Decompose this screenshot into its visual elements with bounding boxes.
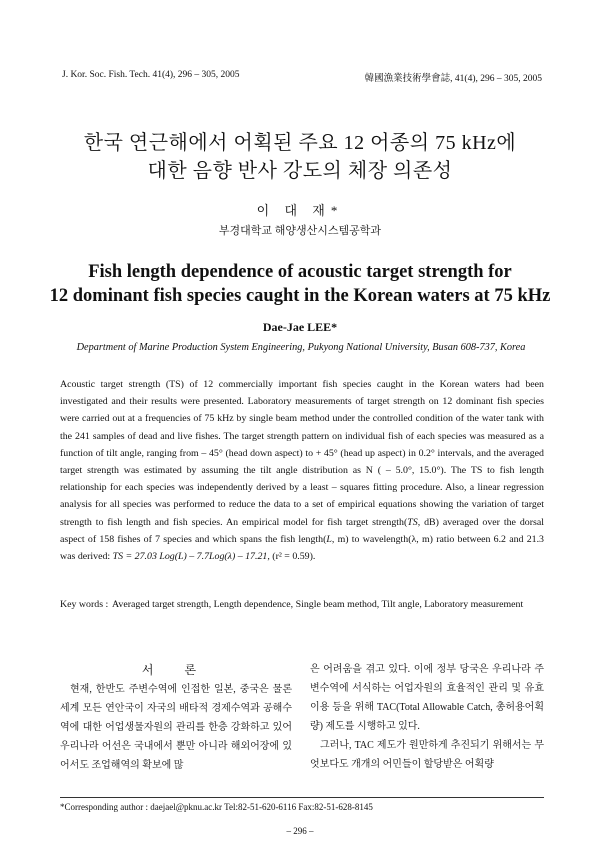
abstract-text-4: , (r² = 0.59). [267, 551, 316, 563]
body-paragraph: 그러나, TAC 제도가 원만하게 추진되기 위해서는 무엇보다도 개개의 어민들이 할당받은 어획량 [310, 740, 544, 770]
keywords-text: Averaged target strength, Length dependence, Single beam method, Tilt angle, Laboratory measurement [112, 599, 524, 610]
body-column-left [60, 660, 292, 775]
section-heading: 서 론 [141, 663, 211, 677]
body-paragraph: 은 어려움을 겪고 있다. 이에 정부 당국은 우리나라 주변수역에 서식하는 어업자원의 효율적인 관리 및 유효이용 등을 위해 TAC(Total Allowable Catch, 총허용어획량) 제도를 시행하고 있다. [310, 664, 544, 732]
korean-title-line1: 한국 연근해에서 어획된 주요 12 어종의 75 kHz에 [83, 132, 517, 154]
body-paragraph: 현재, 한반도 주변수역에 인접한 일본, 중국은 물론 세계 모든 연안국이 자국의 배타적 경제수역과 공해수역에 대한 어업생물자원의 관리를 한층 강화하고 있어 우리나라 어선은 국내에서 뿐만 아니라 해외어장에 있어서도 조업해역의 확보에 많 [60, 684, 292, 771]
footnote-divider [60, 797, 544, 798]
abstract-text-2: , dB) averaged over the dorsal aspect of 158 fishes of 7 species and which spans the fish length( [60, 516, 544, 545]
abstract-equation: TS = 27.03 Log(L) – 7.7Log(λ) – 17.21 [112, 551, 268, 563]
english-affiliation: Department of Marine Production System Engineering, Pukyong National University, Busan 608-737, Korea [76, 342, 526, 353]
abstract [60, 376, 544, 565]
english-title-line1: Fish length dependence of acoustic target strength for [88, 262, 512, 282]
body-column-right [310, 660, 544, 774]
korean-author: 이 대 재* [256, 203, 344, 218]
english-author: Dae-Jae LEE* [262, 320, 338, 334]
abstract-ts-symbol: TS [407, 516, 418, 528]
english-title-line2: 12 dominant fish species caught in the Korean waters at 75 kHz [49, 286, 551, 306]
running-header-right: 韓國漁業技術學會誌, 41(4), 296 – 305, 2005 [364, 74, 542, 84]
korean-title-line2: 대한 음향 반사 강도의 체장 의존성 [147, 160, 453, 182]
korean-affiliation: 부경대학교 해양생산시스템공학과 [218, 225, 382, 237]
abstract-l-symbol: L [326, 533, 332, 545]
footnote: *Corresponding author : daejael@pknu.ac.kr Tel:82-51-620-6116 Fax:82-51-628-8145 [60, 802, 373, 812]
abstract-text-1: Acoustic target strength (TS) of 12 commercially important fish species caught in the Korean waters had been investigated and their results were presented. Laboratory measurements of target strength on 12 dominant fish species were carried out at a frequencies of 75 kHz by single beam method under the controlled condition of the water tank with the 241 samples of dead and live fishes. The target strength pattern on individual fish of each species was measured as a function of tilt angle, ranging from – 45° (head down aspect) to + 45° (head up aspect) in 0.2° intervals, and the averaged target strength was estimated by assuming the tilt angle distribution as N ( – 5.0°, 15.0°). The TS to fish length relationship for each species was independently derived by a least – squares fitting procedure. Also, a linear regression analysis for all species was performed to reduce the data to a set of empirical equations showing the variation of target strength to fish length and fish species. An empirical model for fish target strength( [60, 379, 544, 528]
abstract-text-3: , m) to wavelength(λ, m) ratio between 6.2 and 21.3 was derived: [60, 533, 544, 563]
keywords-label: Key words : [60, 599, 109, 610]
running-header-left: J. Kor. Soc. Fish. Tech. 41(4), 296 – 305, 2005 [62, 70, 240, 80]
page-number: – 296 – [286, 826, 314, 836]
